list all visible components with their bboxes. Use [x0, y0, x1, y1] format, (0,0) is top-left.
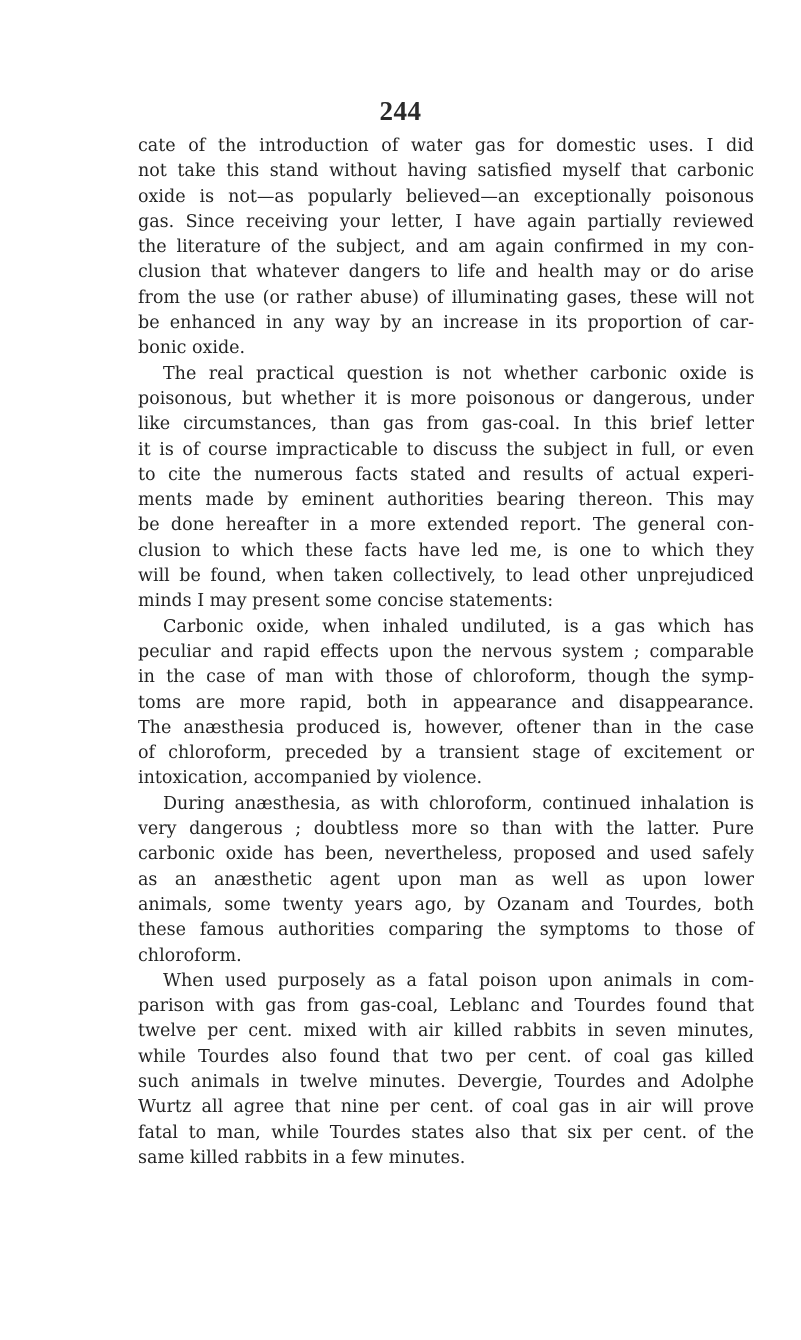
- text-line: chloroform.: [138, 945, 242, 966]
- text-line: as an anæsthetic agent upon man as well as upon lower: [138, 869, 754, 890]
- text-line: of chloroform, preceded by a transient stage of excitement or: [138, 743, 754, 764]
- text-line: from the use (or rather abuse) of illuminating gases, these will not: [138, 287, 754, 308]
- text-line: toms are more rapid, both in appearance and disappearance.: [138, 692, 754, 713]
- text-line: During anæsthesia, as with chloroform, continued inhalation is: [163, 793, 754, 814]
- text-line: to cite the numerous facts stated and results of actual experi-: [138, 464, 754, 485]
- text-line: clusion that whatever dangers to life and health may or do arise: [138, 262, 754, 283]
- text-line: cate of the introduction of water gas for domestic uses. I did: [138, 136, 754, 156]
- text-line: The real practical question is not whether carbonic oxide is: [163, 363, 754, 384]
- text-line: twelve per cent. mixed with air killed rabbits in seven minutes,: [138, 1021, 754, 1042]
- text-line: it is of course impracticable to discuss the subject in full, or even: [138, 439, 754, 460]
- body-text: [138, 134, 754, 1171]
- text-line: gas. Since receiving your letter, I have again partially reviewed: [138, 211, 754, 232]
- text-line: intoxication, accompanied by violence.: [138, 768, 483, 789]
- text-line: parison with gas from gas-coal, Leblanc and Tourdes found that: [138, 996, 754, 1017]
- text-line: such animals in twelve minutes. Devergie, Tourdes and Adolphe: [138, 1071, 754, 1092]
- text-line: same killed rabbits in a few minutes.: [138, 1147, 466, 1168]
- text-line: carbonic oxide has been, nevertheless, proposed and used safely: [138, 844, 754, 865]
- paragraph: [138, 969, 754, 1171]
- text-line: not take this stand without having satisfied myself that carbonic: [138, 161, 754, 182]
- text-line: be done hereafter in a more extended report. The general con-: [138, 515, 754, 536]
- text-line: while Tourdes also found that two per cent. of coal gas killed: [138, 1046, 754, 1067]
- text-line: bonic oxide.: [138, 338, 246, 359]
- text-line: minds I may present some concise statements:: [138, 591, 554, 612]
- text-line: poisonous, but whether it is more poisonous or dangerous, under: [138, 388, 754, 409]
- text-line: Wurtz all agree that nine per cent. of coal gas in air will prove: [138, 1097, 754, 1118]
- text-line: oxide is not—as popularly believed—an exceptionally poisonous: [138, 186, 754, 207]
- text-line: in the case of man with those of chloroform, though the symp-: [138, 667, 754, 688]
- paragraph: [138, 362, 754, 615]
- text-line: When used purposely as a fatal poison upon animals in com-: [163, 970, 754, 991]
- text-line: these famous authorities comparing the symptoms to those of: [138, 920, 754, 941]
- text-line: will be found, when taken collectively, to lead other unprejudiced: [138, 566, 754, 587]
- text-line: like circumstances, than gas from gas-coal. In this brief letter: [138, 414, 754, 435]
- paragraph: [138, 792, 754, 969]
- text-line: peculiar and rapid effects upon the nervous system ; comparable: [138, 641, 754, 662]
- text-line: the literature of the subject, and am again confirmed in my con-: [138, 237, 754, 258]
- text-line: fatal to man, while Tourdes states also that six per cent. of the: [138, 1122, 754, 1143]
- text-line: The anæsthesia produced is, however, oftener than in the case: [138, 717, 754, 738]
- paragraph: [138, 615, 754, 792]
- text-line: be enhanced in any way by an increase in its proportion of car-: [138, 313, 754, 334]
- page-number: 244: [379, 96, 422, 126]
- text-line: ments made by eminent authorities bearing thereon. This may: [138, 490, 754, 511]
- text-line: Carbonic oxide, when inhaled undiluted, is a gas which has: [163, 616, 754, 637]
- text-line: very dangerous ; doubtless more so than with the latter. Pure: [138, 819, 754, 840]
- text-line: clusion to which these facts have led me, is one to which they: [138, 540, 754, 561]
- paragraph: [138, 134, 754, 362]
- text-line: animals, some twenty years ago, by Ozanam and Tourdes, both: [138, 894, 754, 915]
